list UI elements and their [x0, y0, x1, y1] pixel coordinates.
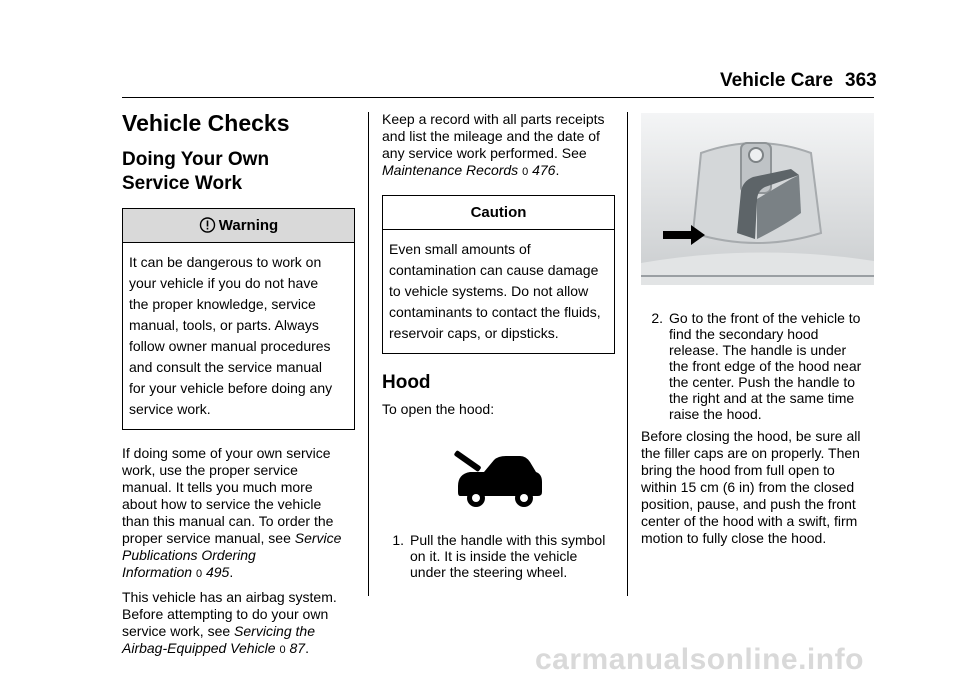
caution-line: contamination can cause damage — [389, 262, 599, 278]
warning-header — [123, 209, 354, 243]
paragraph-line: motion to fully close the hood. — [641, 530, 827, 546]
caution-line: reservoir caps, or dipsticks. — [389, 325, 559, 341]
paragraph-line: center of the hood with a swift, firm — [641, 513, 858, 529]
service-publications-link[interactable]: Service Publications Ordering Information — [122, 530, 342, 580]
step-line: raise the hood. — [669, 406, 762, 422]
hood-latch-illustration — [641, 113, 874, 285]
step-line: the center. Push the handle to — [669, 374, 856, 390]
step-line: on it. It is inside the vehicle — [410, 548, 578, 564]
hood-release-photo — [641, 113, 874, 285]
warning-line: your vehicle if you do not have — [129, 275, 319, 291]
warning-line: It can be dangerous to work on — [129, 254, 322, 270]
step-number: 2. — [651, 310, 663, 326]
warning-box — [122, 208, 355, 430]
step-line: release. The handle is under — [669, 342, 847, 358]
caution-body — [383, 230, 614, 353]
hood-closing-paragraph — [641, 428, 875, 547]
warning-line: for your vehicle before doing any — [129, 380, 333, 396]
paragraph-line: Before closing the hood, be sure all — [641, 428, 861, 444]
warning-line: service work. — [129, 401, 211, 417]
page-ref-number[interactable]: 476 — [532, 162, 556, 178]
caution-line: contaminants to contact the fluids, — [389, 304, 601, 320]
warning-line: the proper knowledge, service — [129, 296, 316, 312]
caution-line: Even small amounts of — [389, 241, 531, 257]
column-2 — [382, 111, 616, 580]
page-number: 363 — [845, 70, 877, 91]
warning-line: follow owner manual procedures — [129, 338, 331, 354]
hood-title: Hood — [382, 372, 431, 393]
column-divider-1 — [368, 112, 369, 596]
page-ref-icon: 0 — [279, 644, 286, 656]
warning-body — [123, 243, 354, 429]
airbag-servicing-link[interactable]: Servicing the Airbag-Equipped Vehicle — [122, 623, 315, 656]
column-1 — [122, 109, 356, 659]
step-2 — [641, 310, 875, 422]
step-line: Pull the handle with this symbol — [410, 532, 606, 548]
step-line: Go to the front of the vehicle to — [669, 310, 861, 326]
warning-line: and consult the service manual — [129, 359, 322, 375]
step-line: the front edge of the hood near — [669, 358, 862, 374]
hood-release-symbol-icon — [454, 446, 544, 508]
watermark: carmanualsonline.info — [535, 643, 864, 676]
section-title: Vehicle Checks — [122, 110, 290, 136]
step-line: under the steering wheel. — [410, 564, 568, 580]
page-ref-icon: 0 — [522, 166, 529, 178]
column-divider-2 — [627, 112, 628, 596]
page-ref-number[interactable]: 87 — [289, 640, 306, 656]
subsection-title: Doing Your Own Service Work — [122, 149, 270, 194]
caution-title: Caution — [383, 196, 614, 230]
caution-box — [382, 195, 615, 354]
step-number: 1. — [392, 532, 404, 548]
airbag-paragraph: This vehicle has an airbag system. Before attempting to do your own service work, see Servicing the Airbag-Equipped Vehicle 0 87. — [122, 589, 337, 656]
step-line: find the secondary hood — [669, 326, 819, 342]
page-ref-icon: 0 — [195, 568, 203, 580]
warning-title: Warning — [218, 217, 279, 234]
header-rule — [122, 97, 874, 98]
paragraph-line: position, pause, and push the front — [641, 496, 856, 512]
step-1 — [382, 532, 616, 580]
caution-line: to vehicle systems. Do not allow — [389, 283, 589, 299]
service-manual-paragraph: If doing some of your own service work, use the proper service manual. It tells you much more about how to service the vehicle than this manual can. To order the proper service manual, see Service Publications Ordering Information 0 495. — [122, 445, 342, 580]
running-header-title: Vehicle Care — [720, 70, 834, 91]
maintenance-record-paragraph: Keep a record with all parts receipts and list the mileage and the date of any service work performed. See Maintenance Records 0 476. — [382, 111, 605, 178]
paragraph-line: bring the hood from full open to — [641, 462, 835, 478]
paragraph-line: the filler caps are on properly. Then — [641, 445, 860, 461]
warning-icon — [199, 217, 216, 233]
page-ref-number[interactable]: 495 — [205, 564, 230, 580]
paragraph-line: within 15 cm (6 in) from the closed — [641, 479, 855, 495]
maintenance-records-link[interactable]: Maintenance Records — [382, 162, 519, 178]
step-line: the right and at the same time — [669, 390, 855, 406]
warning-line: manual, tools, or parts. Always — [129, 317, 319, 333]
hood-intro: To open the hood: — [382, 401, 495, 417]
